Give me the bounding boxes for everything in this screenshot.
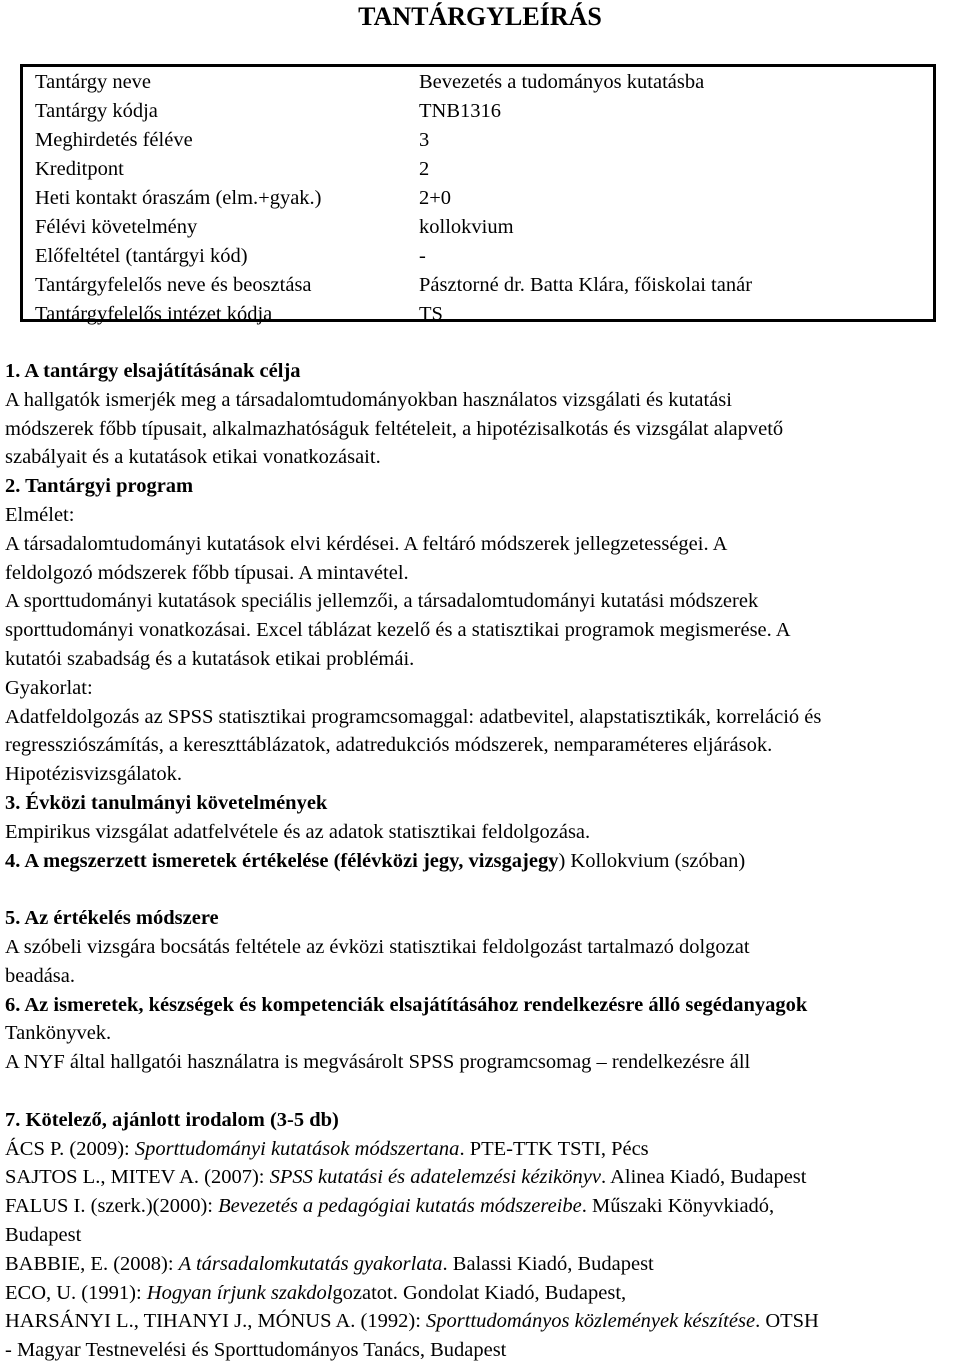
reference-item [5, 1163, 957, 1192]
info-label: Tantárgy neve [35, 71, 152, 93]
info-value: Bevezetés a tudományos kutatásba [419, 71, 705, 93]
paragraph-line: A NYF által hallgatói használatra is megvásárolt SPSS programcsomag – rendelkezésre áll [5, 1051, 751, 1074]
reference-author: BABBIE, E. (2008): [5, 1252, 179, 1275]
reference-publisher: . Balassi Kiadó, Budapest [442, 1252, 654, 1275]
theory-label: Elmélet: [5, 503, 75, 526]
section-4-text: ) Kollokvium (szóban) [558, 849, 746, 872]
info-value: 2 [419, 158, 430, 180]
reference-author: FALUS I. (szerk.)(2000): [5, 1195, 219, 1218]
reference-publisher: . PTE-TTK TSTI, Pécs [459, 1137, 649, 1160]
info-value: 3 [419, 129, 430, 151]
paragraph-line: sporttudományi vonatkozásai. Excel táblázat kezelő és a statisztikai programok megismerése. A [5, 619, 791, 642]
reference-item [5, 1192, 957, 1221]
paragraph-line: A sporttudományi kutatások speciális jellemzői, a társadalomtudományi kutatási módszerek [5, 590, 759, 613]
section-4-heading: 4. A megszerzett ismeretek értékelése (félévközi jegy, vizsgajegy [5, 849, 559, 872]
reference-item [5, 1135, 957, 1164]
section-5-heading: 5. Az értékelés módszere [5, 907, 219, 930]
reference-author: ECO, U. (1991): [5, 1281, 147, 1304]
section-6-heading: 6. Az ismeretek, készségek és kompetenciák elsajátításához rendelkezésre álló segédanyagok [5, 993, 808, 1016]
section-3-heading: 3. Évközi tanulmányi követelmények [5, 791, 328, 814]
reference-title: Sporttudományos közlemények készítése [426, 1310, 756, 1333]
paragraph-line: Tankönyvek. [5, 1022, 112, 1045]
reference-continuation: - Magyar Testnevelési és Sporttudományos Tanács, Budapest [5, 1339, 507, 1362]
reference-publisher: . Műszaki Könyvkiadó, [581, 1195, 775, 1218]
reference-publisher: . Alinea Kiadó, Budapest [600, 1166, 807, 1189]
section-7-heading: 7. Kötelező, ajánlott irodalom (3-5 db) [5, 1108, 339, 1131]
paragraph-line: A szóbeli vizsgára bocsátás feltétele az évközi statisztikai feldolgozást tartalmazó dolgozat [5, 935, 750, 958]
course-info-table [20, 64, 936, 325]
info-label: Tantárgy kódja [35, 100, 158, 122]
reference-title: SPSS kutatási és adatelemzési kézikönyv [269, 1166, 601, 1189]
info-value: TS [419, 303, 443, 325]
info-value: TNB1316 [419, 100, 501, 122]
section-1-heading: 1. A tantárgy elsajátításának célja [5, 360, 301, 382]
reference-publisher: gozatot. Gondolat Kiadó, Budapest, [332, 1281, 627, 1304]
info-label: Félévi követelmény [35, 216, 198, 238]
info-label: Tantárgyfelelős intézet kódja [35, 303, 273, 325]
paragraph-line: módszerek főbb típusait, alkalmazhatóságuk feltételeit, a hipotézisalkotás és vizsgálat alapvető [5, 417, 784, 440]
reference-item [5, 1250, 957, 1279]
reference-author: ÁCS P. (2009): [5, 1137, 135, 1160]
paragraph-line: A társadalomtudományi kutatások elvi kérdései. A feltáró módszerek jellegzetességei. A [5, 532, 728, 555]
info-value: Pásztorné dr. Batta Klára, főiskolai tanár [419, 274, 753, 296]
reference-title: Sporttudományi kutatások módszertana [134, 1137, 460, 1160]
info-label: Meghirdetés féléve [35, 129, 193, 151]
paragraph-line: kutatói szabadság és a kutatások etikai problémái. [5, 647, 415, 670]
info-label: Tantárgyfelelős neve és beosztása [35, 274, 312, 296]
reference-publisher: . OTSH [755, 1310, 819, 1333]
reference-author: HARSÁNYI L., TIHANYI J., MÓNUS A. (1992): [5, 1310, 427, 1333]
reference-item [5, 1307, 957, 1336]
paragraph-line: feldolgozó módszerek főbb típusai. A mintavétel. [5, 561, 409, 584]
paragraph-line: Adatfeldolgozás az SPSS statisztikai programcsomaggal: adatbevitel, alapstatisztikák, korreláció és [5, 705, 822, 728]
course-description [5, 357, 957, 1365]
info-label: Heti kontakt óraszám (elm.+gyak.) [35, 187, 322, 209]
section-2-heading: 2. Tantárgyi program [5, 475, 194, 498]
reference-title: Hogyan írjunk szakdol [146, 1281, 333, 1304]
paragraph-line: A hallgatók ismerjék meg a társadalomtudományokban használatos vizsgálati és kutatási [5, 388, 732, 411]
section-4-line [5, 847, 957, 876]
practice-label: Gyakorlat: [5, 676, 93, 699]
info-value: kollokvium [419, 216, 514, 238]
reference-author: SAJTOS L., MITEV A. (2007): [5, 1166, 270, 1189]
reference-title: A társadalomkutatás gyakorlata [178, 1252, 443, 1275]
info-label: Előfeltétel (tantárgyi kód) [35, 245, 248, 267]
info-value: - [419, 245, 426, 267]
reference-continuation: Budapest [5, 1223, 82, 1246]
blank-line [5, 875, 957, 904]
info-label: Kreditpont [35, 158, 124, 180]
paragraph-line: regressziószámítás, a kereszttáblázatok, adatredukciós módszerek, nemparaméteres eljárások. [5, 734, 773, 757]
reference-title: Bevezetés a pedagógiai kutatás módszereibe [218, 1195, 582, 1218]
paragraph-line: Hipotézisvizsgálatok. [5, 763, 183, 786]
reference-item [5, 1279, 957, 1308]
info-value: 2+0 [419, 187, 452, 209]
blank-line [5, 1077, 957, 1106]
paragraph-line: szabályait és a kutatások etikai vonatkozásait. [5, 446, 381, 469]
paragraph-line: Empirikus vizsgálat adatfelvétele és az adatok statisztikai feldolgozása. [5, 820, 591, 843]
page-title: TANTÁRGYLEÍRÁS [358, 2, 602, 31]
paragraph-line: beadása. [5, 964, 75, 987]
